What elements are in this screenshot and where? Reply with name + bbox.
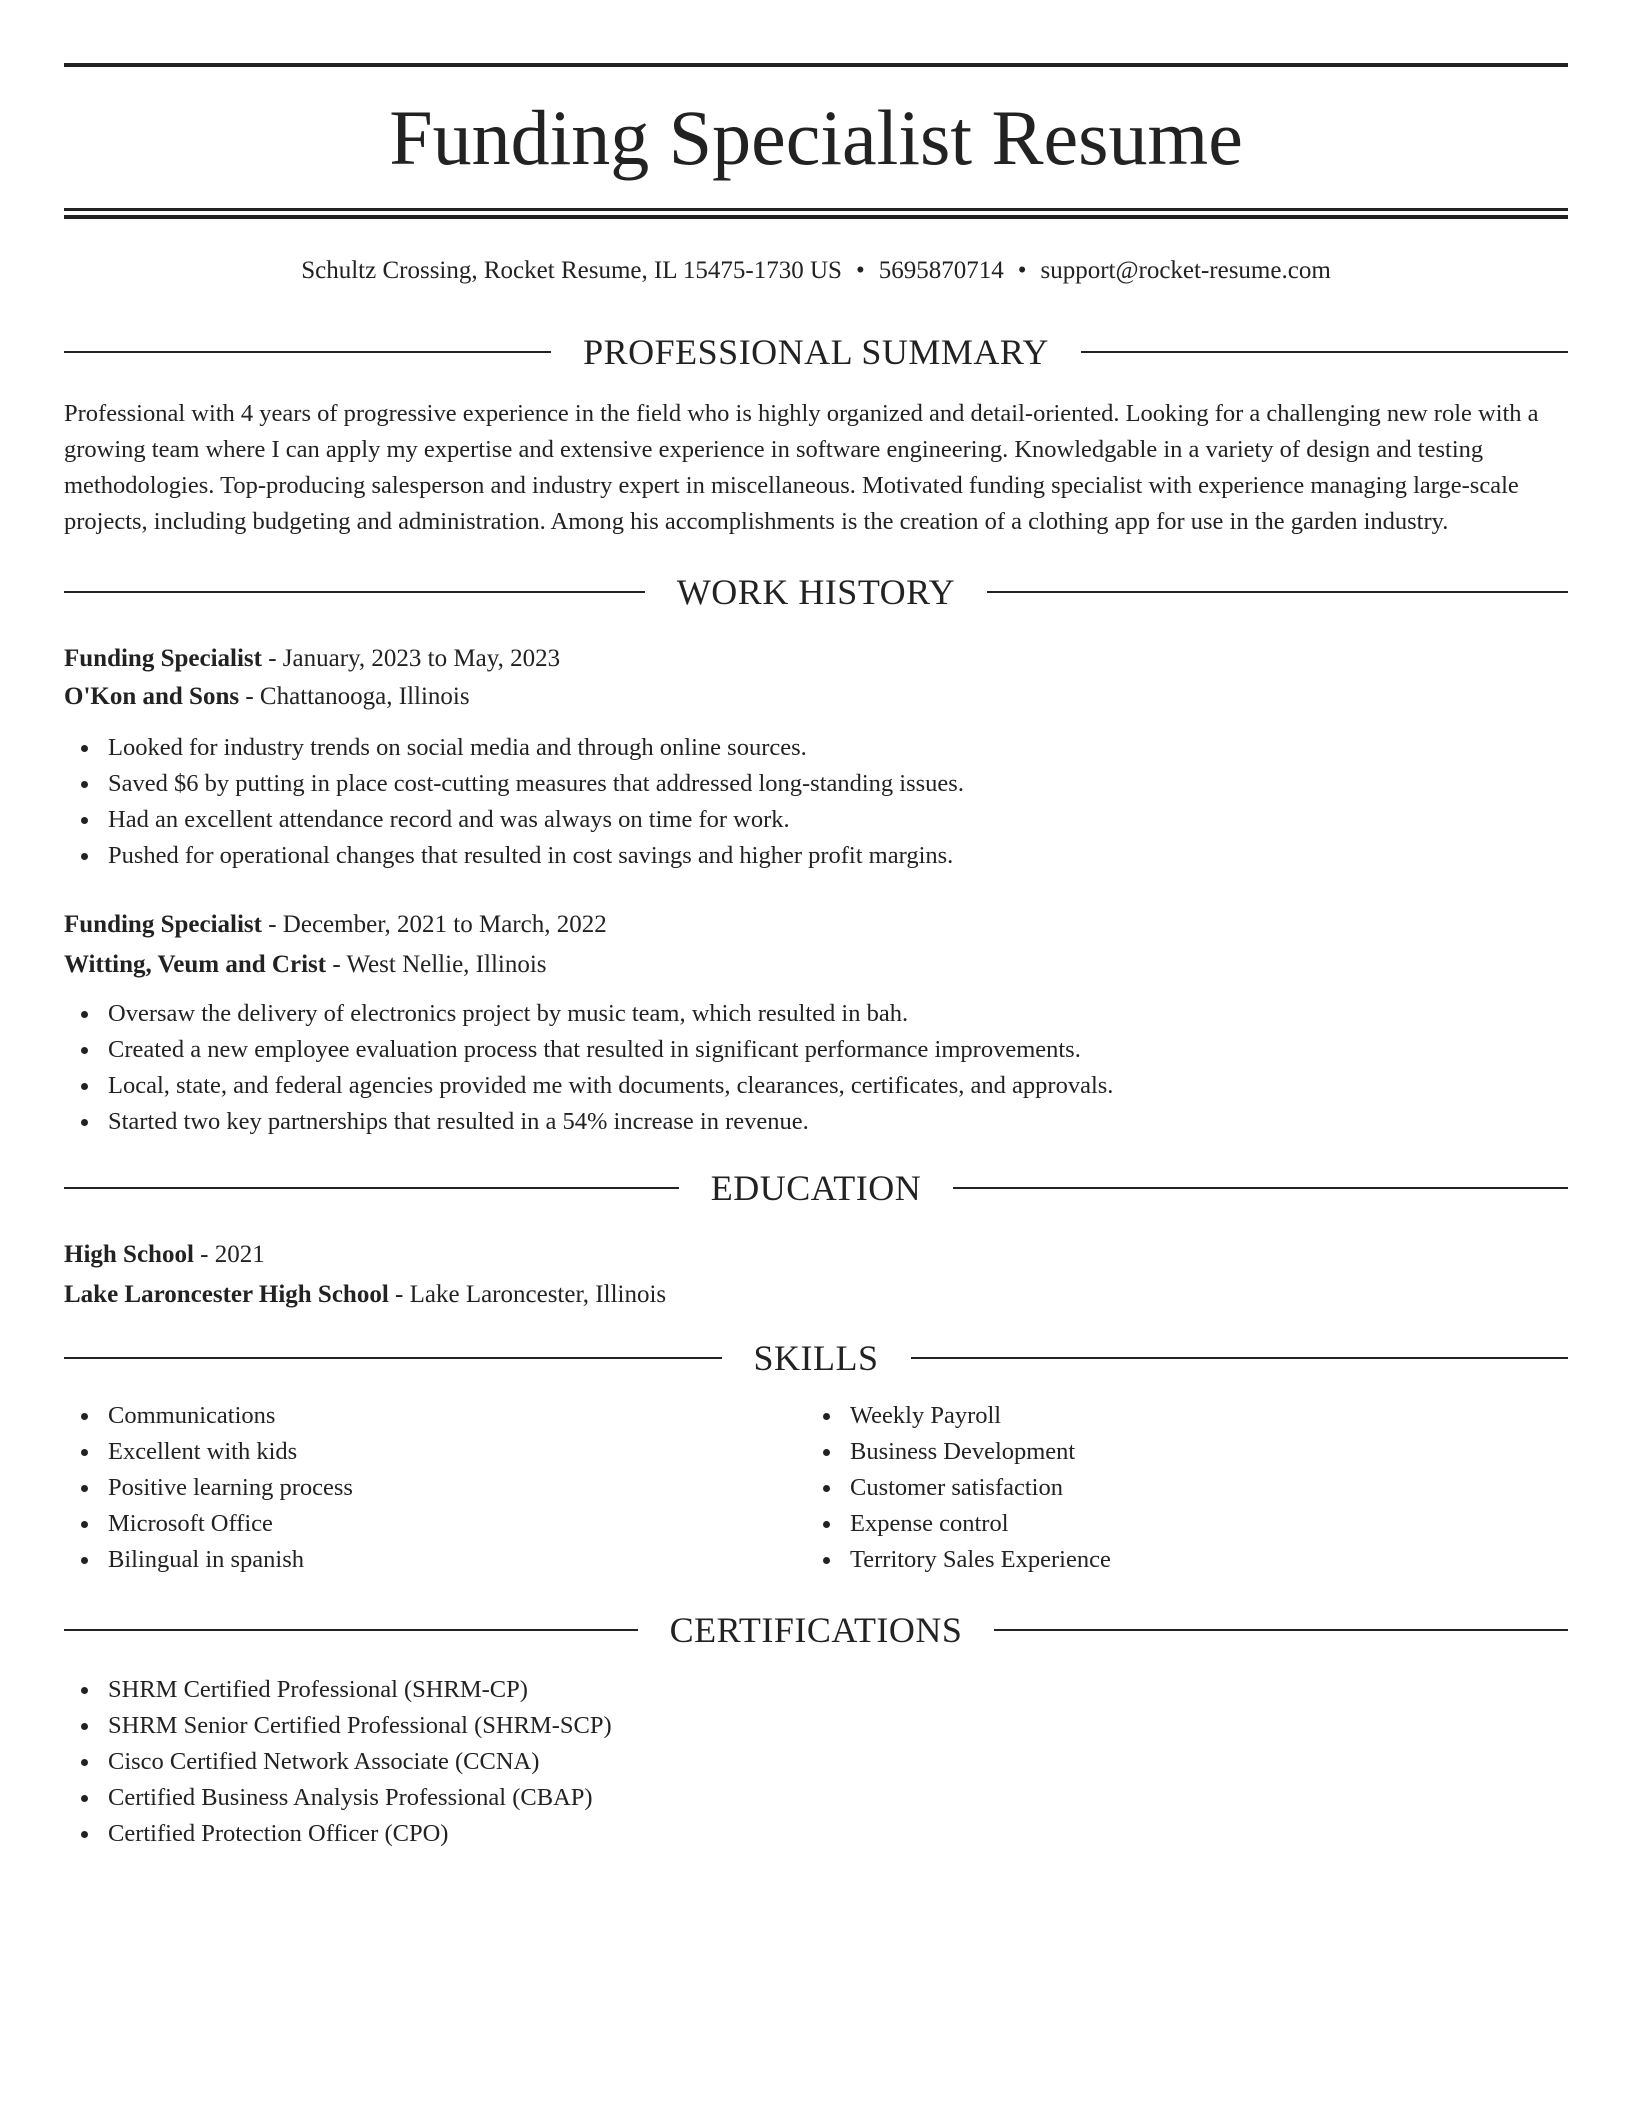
heading-rule — [911, 1357, 1569, 1359]
company-location: - Chattanooga, Illinois — [239, 683, 470, 710]
heading-rule — [64, 1187, 679, 1189]
contact-separator: • — [855, 257, 865, 284]
list-item: Started two key partnerships that resulted in a 54% increase in revenue. — [64, 1104, 1568, 1140]
job-title-line — [64, 906, 1568, 944]
list-item: Customer satisfaction — [806, 1470, 1548, 1506]
school-location: - Lake Laroncester, Illinois — [388, 1281, 667, 1308]
summary-text: Professional with 4 years of progressive experience in the field who is highly organized and detail-oriented. Looking for a challenging new role with a growing team where I can apply my expertise and extensive experience in software engineering. Knowledgable in a variety of design and testing methodologies. Top-producing salesperson and industry expert in miscellaneous. Motivated funding specialist with experience managing large-scale projects, including budgeting and administration. Among his accomplishments is the creation of a clothing app for use in the garden industry. — [64, 400, 1539, 535]
heading-rule — [987, 591, 1568, 593]
company-name: Witting, Veum and Crist — [64, 951, 327, 978]
list-item: Had an excellent attendance record and was always on time for work. — [64, 802, 1568, 838]
list-item: Expense control — [806, 1506, 1548, 1542]
list-item: Looked for industry trends on social media and through online sources. — [64, 730, 1568, 766]
phone: 5695870714 — [878, 257, 1004, 284]
list-item: Certified Protection Officer (CPO) — [64, 1816, 1568, 1852]
heading-rule — [994, 1629, 1568, 1631]
skills-column-left — [64, 1398, 806, 1578]
company-location: - West Nellie, Illinois — [326, 951, 547, 978]
job-title-line — [64, 640, 1568, 678]
skills-list — [64, 1398, 806, 1578]
resume-title: Funding Specialist Resume — [389, 94, 1243, 181]
skills-list — [806, 1398, 1548, 1578]
list-item: Microsoft Office — [64, 1506, 806, 1542]
contact-separator: • — [1017, 257, 1027, 284]
job-dates: - December, 2021 to March, 2022 — [261, 911, 607, 938]
title-double-rule — [64, 208, 1568, 219]
company-name: O'Kon and Sons — [64, 683, 240, 710]
section-heading-work-history — [64, 570, 1568, 614]
section-heading-certifications — [64, 1608, 1568, 1652]
list-item: Weekly Payroll — [806, 1398, 1548, 1434]
school-name: Lake Laroncester High School — [64, 1281, 389, 1308]
heading-rule — [64, 1357, 722, 1359]
skills-columns — [64, 1398, 1568, 1578]
degree: High School — [64, 1241, 194, 1268]
section-title: EDUCATION — [710, 1168, 922, 1208]
list-item: Local, state, and federal agencies provided me with documents, clearances, certificates, and approvals. — [64, 1068, 1568, 1104]
email: support@rocket-resume.com — [1040, 257, 1331, 284]
job-dates: - January, 2023 to May, 2023 — [261, 645, 561, 672]
school-line — [64, 1276, 1568, 1314]
list-item: Bilingual in spanish — [64, 1542, 806, 1578]
section-heading-summary — [64, 330, 1568, 374]
degree-line — [64, 1236, 1568, 1274]
job-company-line — [64, 678, 1568, 716]
address: Schultz Crossing, Rocket Resume, IL 15475-1730 US — [301, 257, 842, 284]
heading-rule — [1081, 351, 1568, 353]
section-title: SKILLS — [753, 1338, 879, 1378]
certifications-list — [64, 1672, 1568, 1852]
list-item: SHRM Certified Professional (SHRM-CP) — [64, 1672, 1568, 1708]
contact-line — [64, 254, 1568, 288]
list-item: Saved $6 by putting in place cost-cutting measures that addressed long-standing issues. — [64, 766, 1568, 802]
job-bullets — [64, 730, 1568, 874]
list-item: Oversaw the delivery of electronics project by music team, which resulted in bah. — [64, 996, 1568, 1032]
list-item: Communications — [64, 1398, 806, 1434]
heading-rule — [64, 591, 645, 593]
list-item: Positive learning process — [64, 1470, 806, 1506]
certifications-list-wrap — [64, 1672, 1568, 1852]
education-entry — [64, 1236, 1568, 1314]
top-rule — [64, 63, 1568, 67]
list-item: Created a new employee evaluation process that resulted in significant performance improvements. — [64, 1032, 1568, 1068]
list-item: Pushed for operational changes that resulted in cost savings and higher profit margins. — [64, 838, 1568, 874]
heading-rule — [953, 1187, 1568, 1189]
heading-rule — [64, 351, 551, 353]
list-item: Territory Sales Experience — [806, 1542, 1548, 1578]
skills-column-right — [806, 1398, 1548, 1578]
job-bullets — [64, 996, 1568, 1140]
section-title: WORK HISTORY — [676, 572, 956, 612]
list-item: Excellent with kids — [64, 1434, 806, 1470]
job-company-line — [64, 946, 1568, 984]
section-heading-skills — [64, 1336, 1568, 1380]
job-title: Funding Specialist — [64, 911, 262, 938]
list-item: Business Development — [806, 1434, 1548, 1470]
list-item: Certified Business Analysis Professional (CBAP) — [64, 1780, 1568, 1816]
section-title: CERTIFICATIONS — [669, 1610, 963, 1650]
list-item: Cisco Certified Network Associate (CCNA) — [64, 1744, 1568, 1780]
section-title: PROFESSIONAL SUMMARY — [583, 332, 1049, 372]
section-heading-education — [64, 1166, 1568, 1210]
job-entry — [64, 640, 1568, 874]
heading-rule — [64, 1629, 638, 1631]
graduation-year: - 2021 — [193, 1241, 265, 1268]
job-title: Funding Specialist — [64, 645, 262, 672]
job-entry — [64, 906, 1568, 1140]
list-item: SHRM Senior Certified Professional (SHRM-SCP) — [64, 1708, 1568, 1744]
